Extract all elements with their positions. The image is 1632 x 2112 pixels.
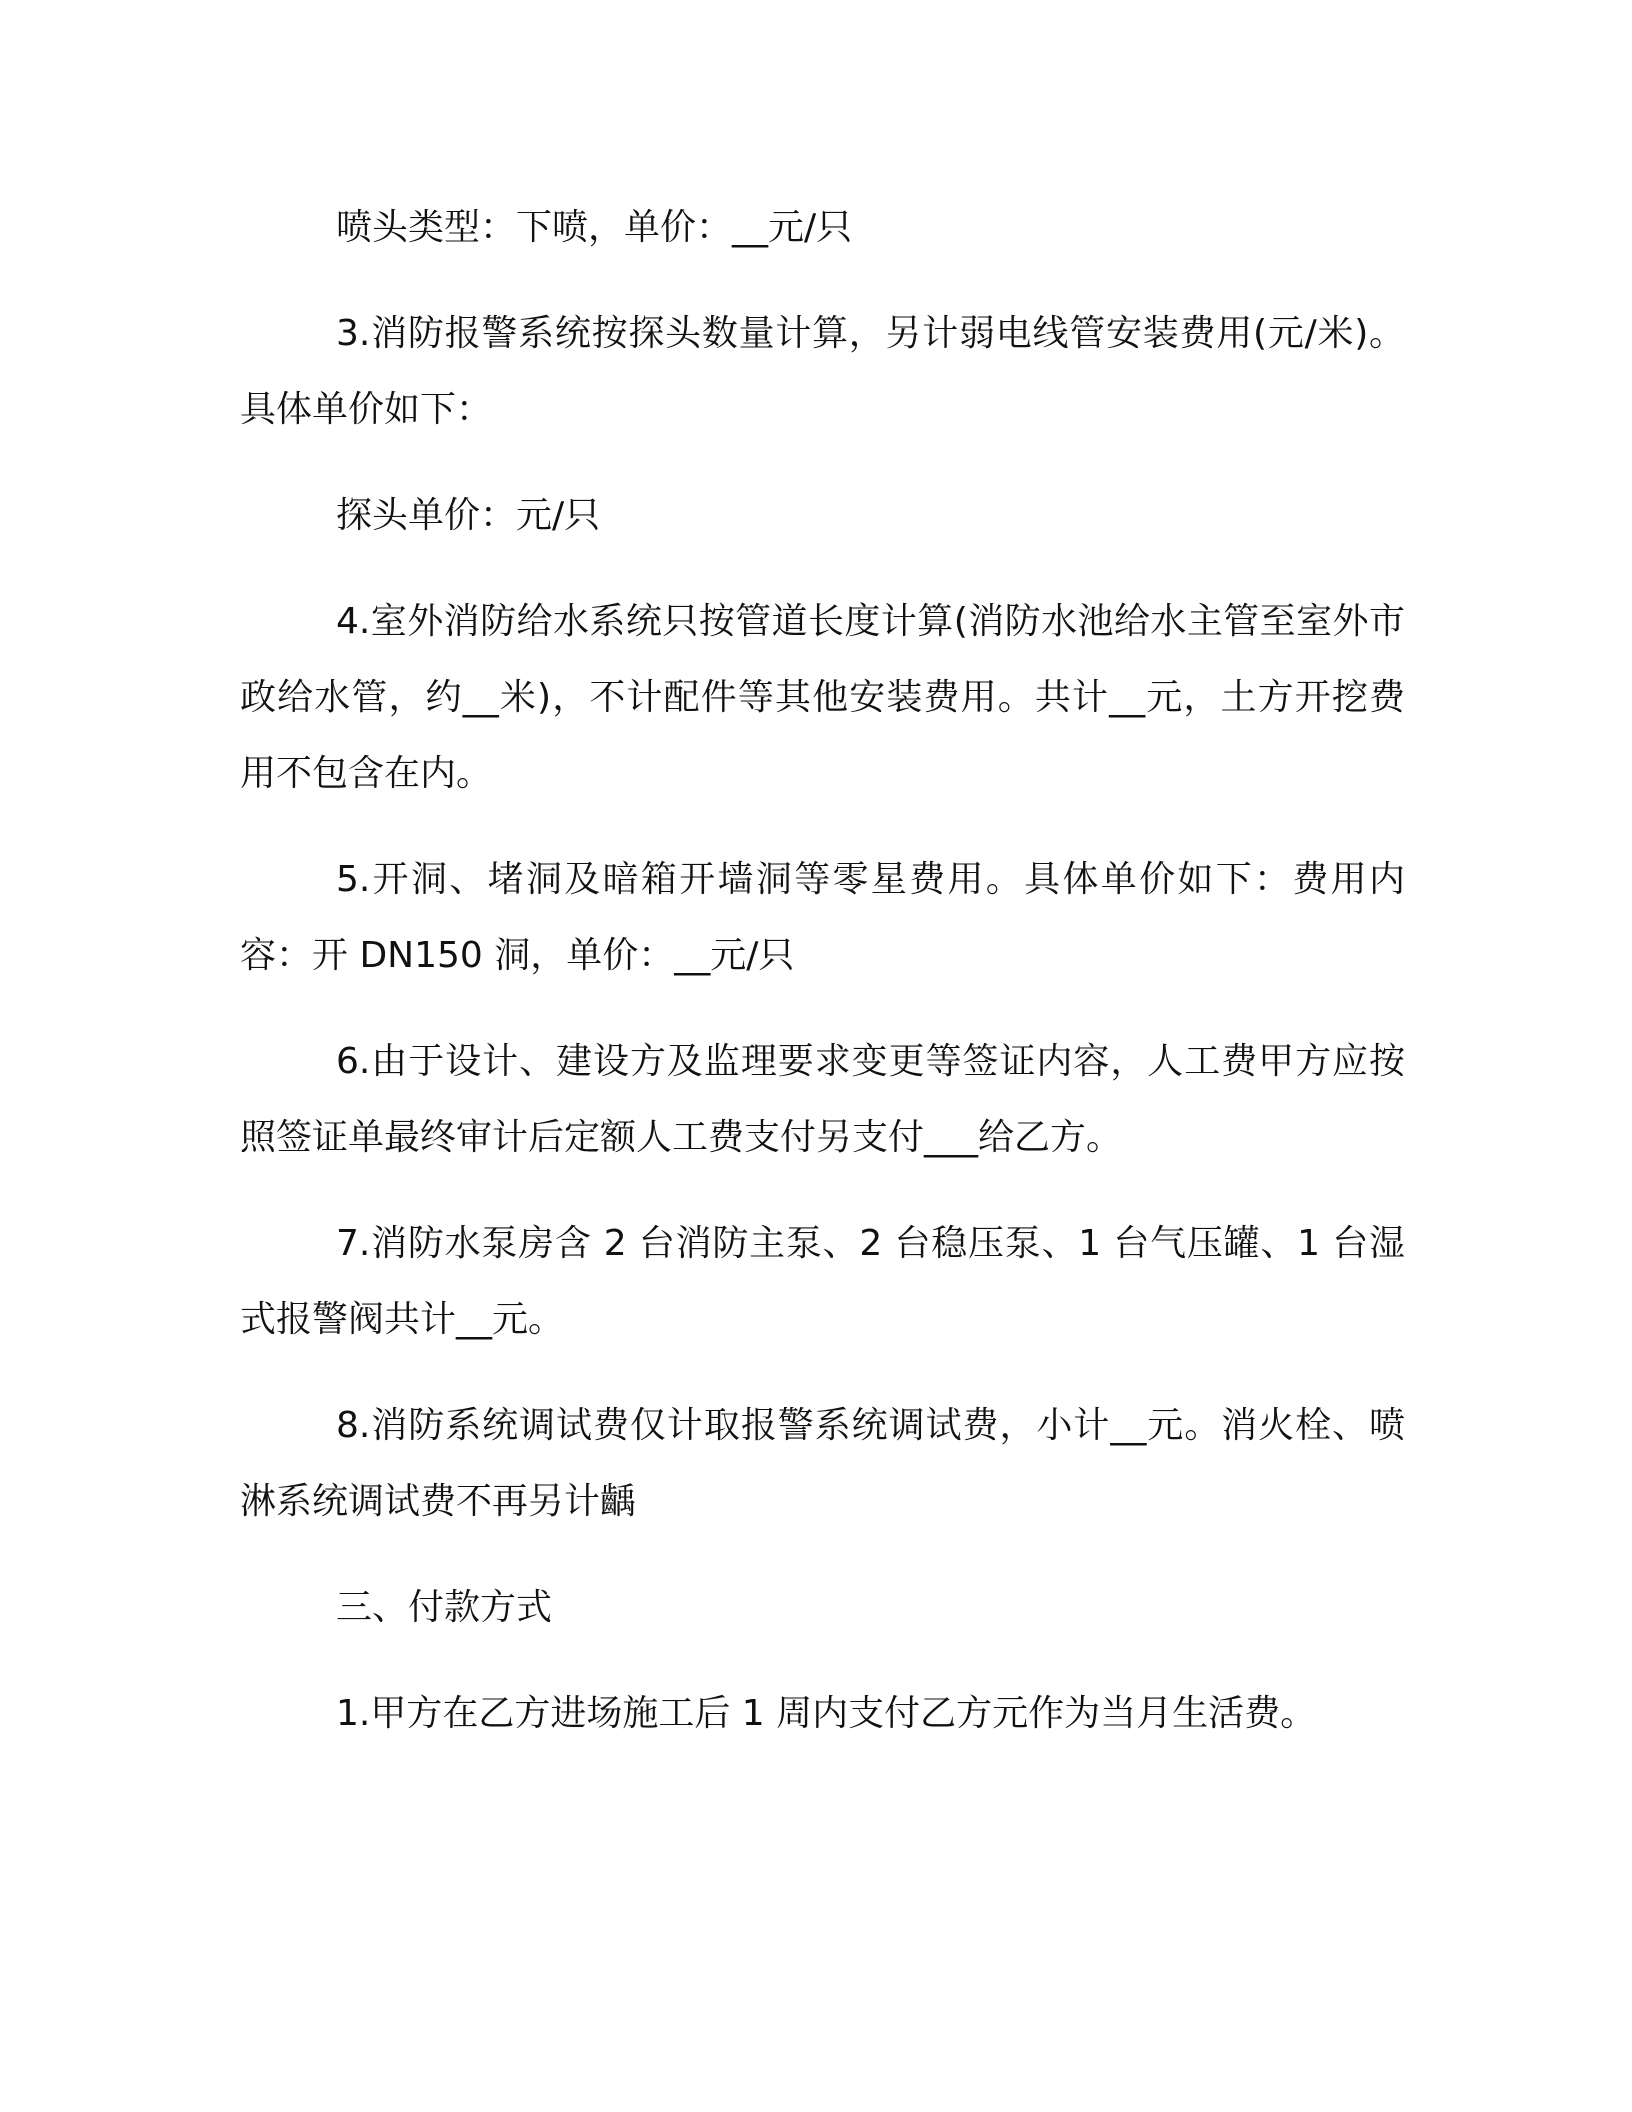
paragraph-item-3-fire-alarm: 3.消防报警系统按探头数量计算，另计弱电线管安装费用(元/米)。具体单价如下： bbox=[240, 313, 1405, 430]
paragraph-detector-unit-price: 探头单价：元/只 bbox=[336, 495, 601, 536]
paragraph-item-4-outdoor-water: 4.室外消防给水系统只按管道长度计算(消防水池给水主管至室外市政给水管，约__米)，不计配件等其他安装费用。共计__元，土方开挖费用不包含在内。 bbox=[240, 601, 1405, 794]
paragraph-payment-item-1: 1.甲方在乙方进场施工后 1 周内支付乙方元作为当月生活费。 bbox=[336, 1693, 1317, 1734]
paragraph-item-5-openings: 5.开洞、堵洞及暗箱开墙洞等零星费用。具体单价如下：费用内容：开 DN150 洞，单价：__元/只 bbox=[240, 859, 1405, 976]
paragraph-item-6-change-orders: 6.由于设计、建设方及监理要求变更等签证内容，人工费甲方应按照签证单最终审计后定额人工费支付另支付___给乙方。 bbox=[240, 1041, 1405, 1158]
section-heading-payment-method: 三、付款方式 bbox=[336, 1587, 553, 1628]
document-body bbox=[240, 190, 1405, 1752]
paragraph-sprinkler-head-type: 喷头类型：下喷，单价：__元/只 bbox=[336, 207, 853, 248]
paragraph-item-8-commissioning: 8.消防系统调试费仅计取报警系统调试费，小计__元。消火栓、喷淋系统调试费不再另计齲 bbox=[240, 1405, 1405, 1522]
paragraph-item-7-pump-room: 7.消防水泵房含 2 台消防主泵、2 台稳压泵、1 台气压罐、1 台湿式报警阀共计__元。 bbox=[240, 1223, 1405, 1340]
